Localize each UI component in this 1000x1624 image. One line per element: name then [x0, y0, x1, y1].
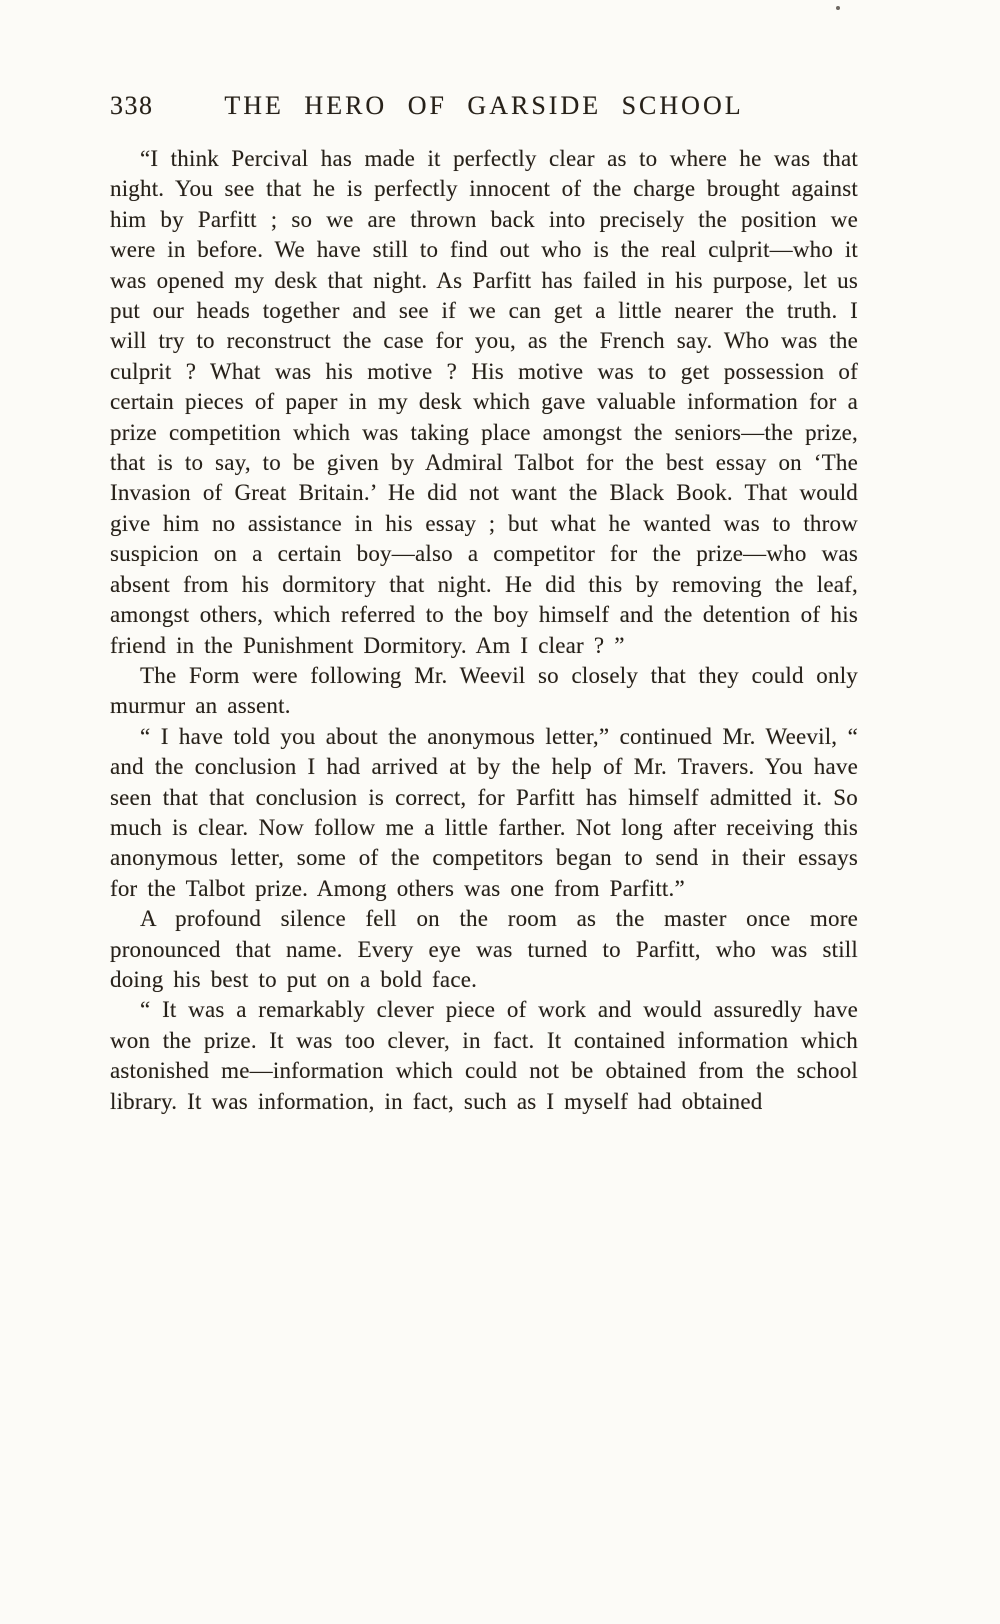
running-header — [110, 90, 858, 124]
running-title: THE HERO OF GARSIDE SCHOOL — [224, 91, 744, 120]
scan-artifact-dot — [836, 6, 840, 10]
paragraph: “I think Percival has made it perfectly clear as to where he was that night. You see that he is perfectly innocent of the charge brought against him by Parfitt ; so we are thrown back into precisely the position we were in before. We have still to find out who is the real culprit—who it was opened my desk that night. As Parfitt has failed in his purpose, let us put our heads together and see if we can get a little nearer the truth. I will try to reconstruct the case for you, as the French say. Who was the culprit ? What was his motive ? His motive was to get possession of certain pieces of paper in my desk which gave valuable information for a prize competition which was taking place amongst the seniors—the prize, that is to say, to be given by Admiral Talbot for the best essay on ‘The Invasion of Great Britain.’ He did not want the Black Book. That would give him no assistance in his essay ; but what he wanted was to throw suspicion on a certain boy—also a competitor for the prize—who was absent from his dormitory that night. He did this by removing the leaf, amongst others, which referred to the boy himself and the detention of his friend in the Punishment Dormitory. Am I clear ? ” — [110, 146, 858, 658]
page-number: 338 — [110, 91, 154, 120]
body-text — [110, 144, 858, 1117]
paragraph: “ It was a remarkably clever piece of work and would assuredly have won the prize. It was too clever, in fact. It contained information which astonished me—information which could not be obtained from the school library. It was information, in fact, such as I myself had obtained — [110, 997, 858, 1114]
paragraph: The Form were following Mr. Weevil so closely that they could only murmur an assent. — [110, 662, 858, 719]
paragraph: “ I have told you about the anonymous letter,” continued Mr. Weevil, “ and the conclusion I had arrived at by the help of Mr. Travers. You have seen that that conclusion is correct, for Parfitt has himself admitted it. So much is clear. Now follow me a little farther. Not long after receiving this anonymous letter, some of the competitors began to send in their essays for the Talbot prize. Among others was one from Parfitt.” — [110, 723, 858, 901]
paragraph: A profound silence fell on the room as the master once more pronounced that name. Every eye was turned to Parfitt, who was still doing his best to put on a bold face. — [110, 906, 858, 992]
page-content — [110, 90, 858, 1117]
